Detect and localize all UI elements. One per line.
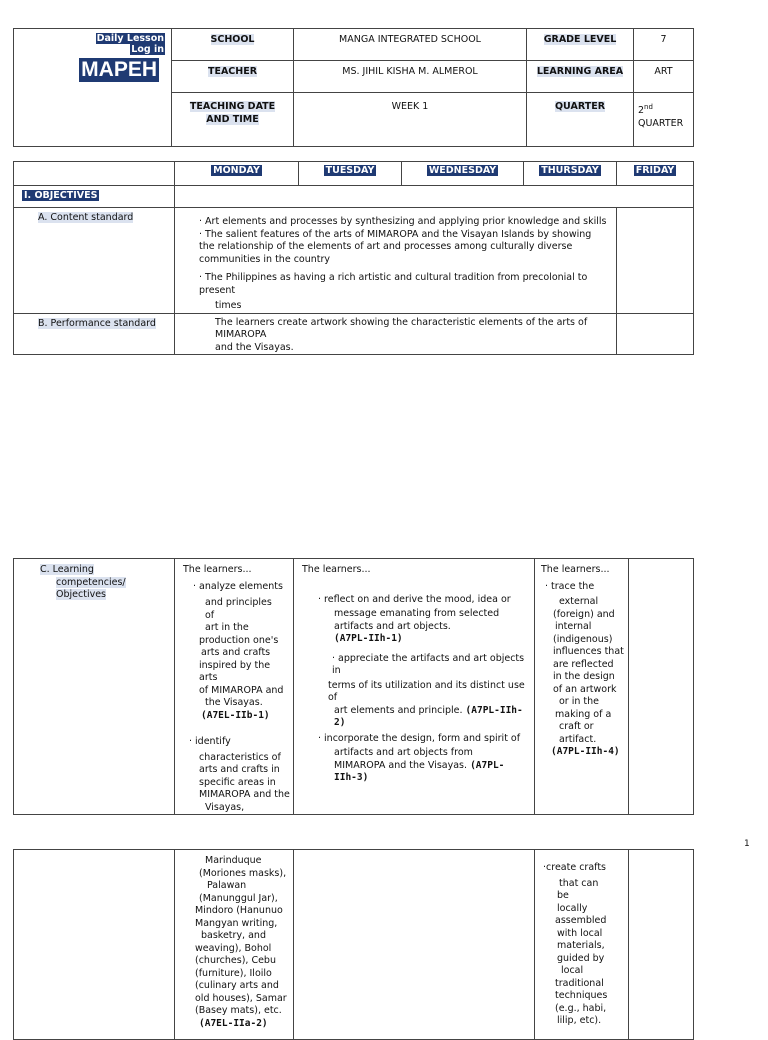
objectives-heading: I. OBJECTIVES — [24, 190, 98, 201]
date-value: WEEK 1 — [294, 93, 527, 147]
cont-thu-l9: traditional — [555, 977, 604, 989]
cont-thu-l7: guided by — [557, 952, 605, 964]
grade-label: GRADE LEVEL — [543, 34, 617, 45]
cont-thu-l4: assembled — [555, 915, 607, 926]
day-thursday: THURSDAY — [541, 165, 599, 176]
tue-b2-last: art elements and principle. — [334, 704, 463, 716]
day-thursday-cell — [524, 162, 617, 186]
performance-line-2: and the Visayas. — [215, 341, 294, 353]
thu-l7: in the design — [553, 671, 615, 682]
page-number: 1 — [744, 839, 750, 849]
thu-l11: craft or — [559, 721, 594, 732]
area-value: ART — [634, 61, 694, 93]
content-standard-text — [175, 208, 617, 314]
tue-b3-l0: · incorporate the design, form and spirit of — [318, 732, 521, 744]
dll-line-2: Log in — [131, 44, 164, 55]
quarter-label-cell — [527, 93, 634, 147]
thu-l5: influences that — [553, 646, 624, 657]
continuation-thursday — [535, 850, 629, 1040]
mon-b2-l1: characteristics of — [199, 751, 281, 763]
quarter-word: QUARTER — [638, 117, 684, 129]
tue-b2-l1: terms of its utilization and its distinct use of — [328, 679, 525, 703]
thu-l2: (foreign) and — [553, 608, 615, 620]
competencies-label-2: competencies/ — [56, 576, 126, 588]
competencies-label-1: C. Learning — [40, 564, 94, 575]
quarter-label: QUARTER — [554, 101, 606, 112]
cont-mon-l12: (Basey mats), etc. — [195, 1005, 282, 1016]
competencies-label-3: Objectives — [56, 589, 106, 600]
school-label: SCHOOL — [210, 34, 255, 45]
date-label-2: AND TIME — [206, 113, 259, 125]
thu-l3: internal — [555, 621, 592, 632]
school-value: MANGA INTEGRATED SCHOOL — [294, 29, 527, 61]
day-monday: MONDAY — [213, 165, 260, 176]
content-standard-para-1: · Art elements and processes by synthesizing and applying prior knowledge and skills · The salient features of the arts of MIMAROPA and the Visayan Islands by showing the relationship of the elements of art and processes among culturally diverse communities in the country — [199, 216, 607, 265]
mon-b1-l7: of MIMAROPA and — [199, 684, 284, 696]
performance-standard-label-cell — [14, 313, 175, 355]
mon-b2-l5: Visayas, — [205, 801, 245, 813]
mon-b1-l0: · analyze elements — [193, 580, 283, 592]
thu-l8: of an artwork — [553, 683, 617, 695]
cont-mon-l3: (Manunggul Jar), — [199, 892, 278, 904]
cont-thu-l3: locally — [557, 902, 588, 914]
tue-b2-code: (A7PL-IIh-2) — [334, 704, 523, 728]
competencies-friday — [629, 559, 694, 815]
tuesday-intro: The learners... — [302, 564, 371, 575]
content-standard-para-2: · The Philippines as having a rich artistic and cultural tradition from precolonial to present — [199, 272, 588, 296]
monday-intro: The learners... — [183, 564, 252, 575]
thu-l12: artifact. — [559, 733, 597, 745]
tue-b1-l0: · reflect on and derive the mood, idea or — [318, 593, 511, 605]
cont-mon-l0: Marinduque — [205, 855, 262, 866]
quarter-number: 2 — [638, 105, 645, 117]
competencies-table — [13, 558, 694, 815]
mon-b1-l5: arts and crafts — [201, 647, 271, 658]
objectives-heading-cell — [14, 186, 175, 208]
competencies-thursday — [535, 559, 629, 815]
day-tuesday: TUESDAY — [325, 165, 375, 176]
cont-mon-l1: (Moriones masks), — [199, 867, 287, 879]
area-label: LEARNING AREA — [536, 66, 624, 77]
content-standard-label-cell — [14, 208, 175, 314]
continuation-tuesday — [294, 850, 535, 1040]
school-label-cell — [172, 29, 294, 61]
cont-thu-l1: that can — [559, 877, 599, 889]
day-wednesday-cell — [402, 162, 524, 186]
cont-thu-l12: lilip, etc). — [557, 1015, 602, 1026]
cont-thu-l8: local — [561, 965, 584, 976]
cont-mon-l4: Mindoro (Hanunuo — [195, 905, 283, 916]
cont-thu-l6: materials, — [557, 940, 605, 951]
teacher-label: TEACHER — [207, 66, 258, 77]
tue-b3-last: MIMAROPA and the Visayas. — [334, 759, 468, 771]
teacher-value: MS. JIHIL KISHA M. ALMEROL — [294, 61, 527, 93]
area-label-cell — [527, 61, 634, 93]
mon-b2-l0: · identify — [189, 736, 231, 747]
mon-b1-l1: and principles — [205, 597, 272, 608]
continuation-table — [13, 849, 694, 1040]
cont-mon-l8: (churches), Cebu — [195, 955, 276, 966]
date-label-cell — [172, 93, 294, 147]
tue-b1-code: (A7PL-IIh-1) — [334, 633, 403, 644]
thu-l10: making of a — [555, 708, 612, 720]
thursday-intro: The learners... — [541, 564, 610, 575]
continuation-label-cell — [14, 850, 175, 1040]
day-friday-cell — [617, 162, 694, 186]
subject-title: MAPEH — [81, 58, 157, 81]
quarter-suffix: nd — [644, 103, 653, 111]
cont-mon-l9: (furniture), Iloilo — [195, 967, 272, 979]
tue-b1-l1: message emanating from selected — [334, 608, 500, 619]
teacher-label-cell — [172, 61, 294, 93]
dll-line-1: Daily Lesson — [96, 33, 164, 44]
tue-b3-code-a: (A7PL- — [470, 759, 505, 771]
cont-thu-l5: with local — [557, 927, 603, 939]
competencies-monday — [175, 559, 294, 815]
dll-title-cell — [14, 29, 172, 147]
objectives-blank — [175, 186, 694, 208]
header-table — [13, 28, 694, 147]
continuation-friday — [629, 850, 694, 1040]
performance-standard-text — [175, 313, 617, 355]
thu-code: (A7PL-IIh-4) — [551, 746, 620, 757]
mon-b1-l2: of — [205, 609, 215, 621]
cont-mon-l2: Palawan — [207, 880, 247, 891]
performance-standard-label: B. Performance standard — [38, 317, 156, 329]
content-standard-para-3: times — [215, 300, 242, 311]
thu-l6: are reflected — [553, 658, 614, 670]
cont-mon-l7: weaving), Bohol — [195, 942, 272, 954]
day-friday: FRIDAY — [635, 165, 675, 176]
grade-value: 7 — [634, 29, 694, 61]
mon-b1-code: (A7EL-IIb-1) — [201, 709, 270, 721]
objectives-table — [13, 161, 694, 355]
cont-mon-l11: old houses), Samar — [195, 992, 287, 1004]
quarter-value — [634, 93, 694, 147]
thu-l1: external — [559, 596, 599, 607]
thu-l4: (indigenous) — [553, 633, 613, 645]
competencies-label-cell — [14, 559, 175, 815]
grade-label-cell — [527, 29, 634, 61]
mon-b1-l6: inspired by the arts — [199, 659, 271, 683]
mon-b2-l2: arts and crafts in — [199, 764, 280, 775]
cont-mon-l10: (culinary arts and — [195, 980, 279, 991]
day-wednesday: WEDNESDAY — [428, 165, 497, 176]
cont-thu-l0: ·create crafts — [543, 862, 606, 873]
performance-standard-friday — [617, 313, 694, 355]
continuation-monday — [175, 850, 294, 1040]
cont-mon-l6: basketry, and — [201, 930, 266, 941]
tue-b3-code-b: IIh-3) — [334, 772, 369, 783]
date-label-1: TEACHING DATE — [189, 101, 276, 112]
day-corner-cell — [14, 162, 175, 186]
thu-l0: · trace the — [545, 580, 595, 592]
mon-b1-l8: the Visayas. — [205, 697, 263, 708]
tue-b1-l2: artifacts and art objects. — [334, 620, 451, 632]
cont-thu-l10: techniques — [555, 990, 608, 1001]
cont-mon-code: (A7EL-IIa-2) — [199, 1017, 268, 1029]
mon-b2-l3: specific areas in — [199, 776, 276, 788]
cont-mon-l5: Mangyan writing, — [195, 917, 278, 929]
thu-l9: or in the — [559, 696, 600, 707]
mon-b1-l3: art in the — [205, 622, 249, 633]
cont-thu-l2: be — [557, 890, 569, 901]
performance-line-1: The learners create artwork showing the characteristic elements of the arts of MIMAROPA — [215, 316, 588, 340]
day-tuesday-cell — [299, 162, 402, 186]
tue-b3-l1: artifacts and art objects from — [334, 747, 473, 758]
competencies-tuesday — [294, 559, 535, 815]
mon-b1-l4: production one's — [199, 634, 279, 646]
day-monday-cell — [175, 162, 299, 186]
content-standard-label: A. Content standard — [38, 212, 134, 223]
content-standard-friday — [617, 208, 694, 314]
cont-thu-l11: (e.g., habi, — [555, 1002, 607, 1014]
tue-b2-l0: · appreciate the artifacts and art objects in — [332, 652, 525, 676]
mon-b2-l4: MIMAROPA and the — [199, 789, 290, 800]
dll-title — [14, 33, 165, 55]
